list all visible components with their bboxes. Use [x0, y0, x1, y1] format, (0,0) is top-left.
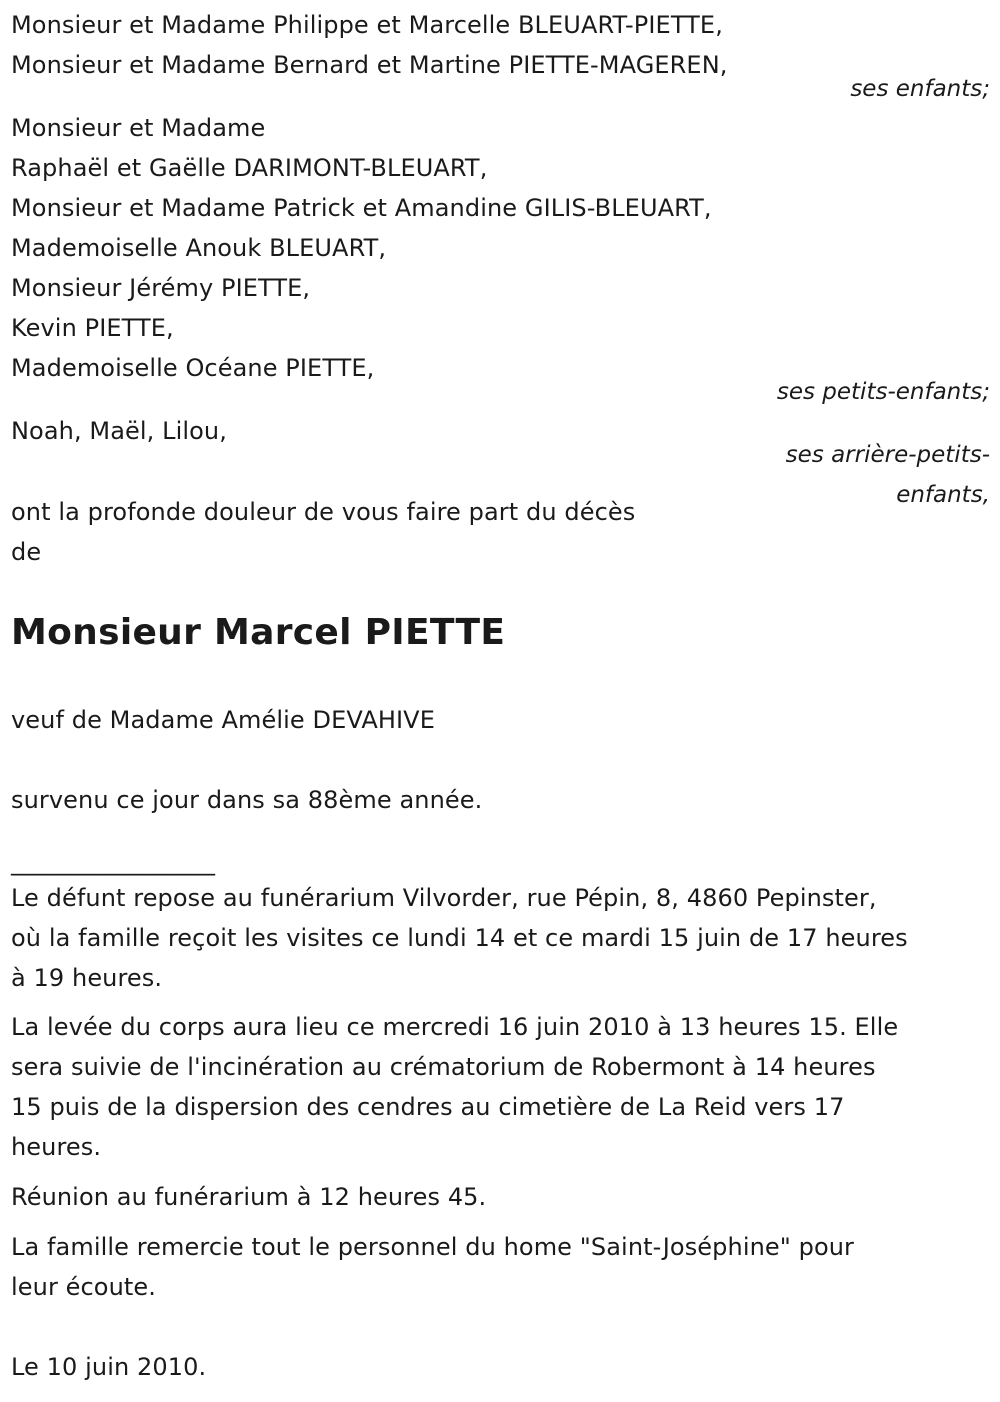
- child-line-1: Monsieur et Madame Philippe et Marcelle BLEUART-PIETTE,: [11, 11, 723, 39]
- rest-line-2: où la famille reçoit les visites ce lundi 14 et ce mardi 15 juin de 17 heures: [11, 924, 908, 952]
- deceased-name: Monsieur Marcel PIETTE: [11, 612, 506, 653]
- thanks-line-2: leur écoute.: [11, 1273, 157, 1301]
- child-line-2: Monsieur et Madame Bernard et Martine PIETTE-MAGEREN,: [11, 51, 728, 79]
- role-great-grandchildren-line-1: ses arrière-petits-: [785, 442, 990, 468]
- rest-line-3: à 19 heures.: [11, 964, 163, 992]
- rest-line-1: Le défunt repose au funérarium Vilvorder, rue Pépin, 8, 4860 Pepinster,: [11, 884, 877, 912]
- role-children: ses enfants;: [850, 76, 990, 102]
- thanks-line-1: La famille remercie tout le personnel du home "Saint-Joséphine" pour: [11, 1233, 855, 1261]
- grandchild-line-3: Monsieur et Madame Patrick et Amandine GILIS-BLEUART,: [11, 194, 712, 222]
- grandchild-line-2: Raphaël et Gaëlle DARIMONT-BLEUART,: [11, 154, 488, 182]
- ceremony-line-1: La levée du corps aura lieu ce mercredi 16 juin 2010 à 13 heures 15. Elle: [11, 1013, 899, 1041]
- widower-of: veuf de Madame Amélie DEVAHIVE: [11, 706, 435, 734]
- age-line: survenu ce jour dans sa 88ème année.: [11, 786, 483, 814]
- ceremony-line-3: 15 puis de la dispersion des cendres au cimetière de La Reid vers 17: [11, 1093, 845, 1121]
- announcement-line-2: de: [11, 538, 42, 566]
- grandchild-line-5: Monsieur Jérémy PIETTE,: [11, 274, 311, 302]
- ceremony-line-4: heures.: [11, 1133, 102, 1161]
- date-line: Le 10 juin 2010.: [11, 1353, 207, 1381]
- grandchild-line-4: Mademoiselle Anouk BLEUART,: [11, 234, 387, 262]
- announcement-line-1: ont la profonde douleur de vous faire part du décès: [11, 498, 636, 526]
- grandchild-line-7: Mademoiselle Océane PIETTE,: [11, 354, 375, 382]
- separator-line: _________________: [11, 848, 215, 876]
- role-grandchildren: ses petits-enfants;: [776, 379, 990, 405]
- great-grandchild-line-1: Noah, Maël, Lilou,: [11, 417, 227, 445]
- meeting-line: Réunion au funérarium à 12 heures 45.: [11, 1183, 487, 1211]
- role-great-grandchildren-line-2: enfants,: [896, 482, 990, 508]
- ceremony-line-2: sera suivie de l'incinération au crématorium de Robermont à 14 heures: [11, 1053, 876, 1081]
- grandchild-line-6: Kevin PIETTE,: [11, 314, 174, 342]
- grandchild-line-1: Monsieur et Madame: [11, 114, 266, 142]
